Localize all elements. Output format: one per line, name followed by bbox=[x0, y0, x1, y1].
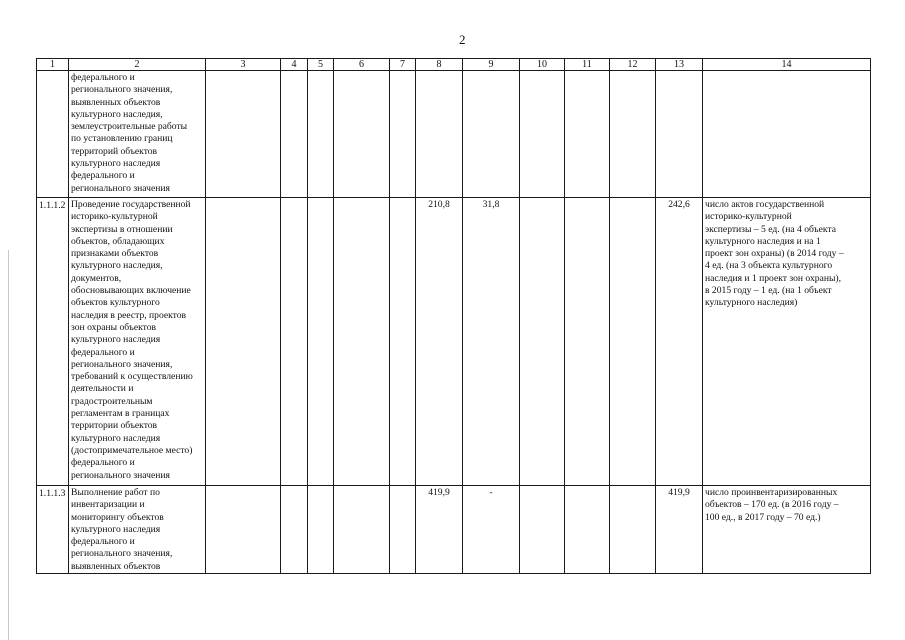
scan-margin-line bbox=[8, 250, 9, 640]
cell-col-12 bbox=[610, 198, 656, 486]
cell-col-11 bbox=[565, 486, 610, 574]
page-number: 2 bbox=[459, 32, 466, 47]
column-header-4: 4 bbox=[281, 59, 308, 71]
value-col-9 bbox=[463, 71, 519, 72]
cell-col-3 bbox=[206, 486, 281, 574]
cell-col-6 bbox=[334, 71, 390, 198]
column-header-9: 9 bbox=[463, 59, 520, 71]
cell-col-4 bbox=[281, 486, 308, 574]
table-row bbox=[37, 71, 871, 198]
row-name-cell bbox=[69, 198, 206, 486]
column-header-1: 1 bbox=[37, 59, 69, 71]
value-col-8: 210,8 bbox=[428, 199, 450, 210]
row-name: федерального и регионального значения, выявленных объектов культурного наследия, землеустроительные работы по установлению границ территорий объектов культурного наследия федерального и регионального значения bbox=[71, 72, 188, 194]
cell-col-11 bbox=[565, 198, 610, 486]
column-header-8: 8 bbox=[416, 59, 463, 71]
column-header-11: 11 bbox=[565, 59, 610, 71]
table-row bbox=[37, 198, 871, 486]
cell-col-4 bbox=[281, 198, 308, 486]
cell-col-5 bbox=[308, 198, 334, 486]
indicator-text: число проинвентаризированных объектов – 170 ед. (в 2016 году – 100 ед., в 2017 году – 70 ед.) bbox=[705, 487, 839, 523]
column-number-row bbox=[37, 59, 871, 71]
cell-col-7 bbox=[390, 71, 416, 198]
cell-col-8 bbox=[416, 71, 463, 198]
cell-col-8 bbox=[416, 486, 463, 574]
row-code: 1.1.1.3 bbox=[39, 488, 66, 499]
cell-col-9 bbox=[463, 486, 520, 574]
row-code-cell bbox=[37, 486, 69, 574]
cell-col-12 bbox=[610, 486, 656, 574]
indicator-cell bbox=[703, 71, 871, 198]
program-activities-table bbox=[36, 58, 871, 574]
cell-col-9 bbox=[463, 71, 520, 198]
cell-col-8 bbox=[416, 198, 463, 486]
value-col-13: 419,9 bbox=[668, 487, 690, 498]
cell-col-11 bbox=[565, 71, 610, 198]
column-header-6: 6 bbox=[334, 59, 390, 71]
row-code: 1.1.1.2 bbox=[39, 200, 66, 211]
cell-col-7 bbox=[390, 198, 416, 486]
row-name-cell bbox=[69, 486, 206, 574]
row-name: Выполнение работ по инвентаризации и мониторингу объектов культурного наследия федерального и регионального значения, выявленных объектов bbox=[71, 487, 173, 572]
indicator-text bbox=[703, 71, 870, 72]
row-code-cell bbox=[37, 198, 69, 486]
indicator-text: число актов государственной историко-культурной экспертизы – 5 ед. (на 4 объекта культурного наследия и на 1 проект зон охраны) (в 2014 году – 4 ед. (на 3 объекта культурного наследия и 1 проект зон охраны), в 2015 году – 1 ед. (на 1 объект культурного наследия) bbox=[705, 199, 844, 309]
cell-col-5 bbox=[308, 71, 334, 198]
cell-col-13 bbox=[656, 71, 703, 198]
column-header-3: 3 bbox=[206, 59, 281, 71]
value-col-9: - bbox=[489, 487, 493, 498]
row-name: Проведение государственной историко-культурной экспертизы в отношении объектов, обладающих признаками объектов культурного наследия, документов, обосновывающих включение объектов культурного наследия в реестр, проектов зон охраны объектов культурного наследия федерального и регионального значения, требований к осуществлению деятельности и градостроительным регламентам в границах территории объектов культурного наследия (достопримечательное место) федерального и регионального значения bbox=[71, 199, 193, 481]
column-header-5: 5 bbox=[308, 59, 334, 71]
cell-col-13 bbox=[656, 486, 703, 574]
indicator-cell bbox=[703, 486, 871, 574]
cell-col-6 bbox=[334, 198, 390, 486]
table-row bbox=[37, 486, 871, 574]
indicator-cell bbox=[703, 198, 871, 486]
value-col-8 bbox=[416, 71, 462, 72]
row-name-cell bbox=[69, 71, 206, 198]
column-header-10: 10 bbox=[520, 59, 565, 71]
cell-col-3 bbox=[206, 71, 281, 198]
row-code-cell bbox=[37, 71, 69, 198]
column-header-13: 13 bbox=[656, 59, 703, 71]
cell-col-9 bbox=[463, 198, 520, 486]
column-header-14: 14 bbox=[703, 59, 871, 71]
value-col-9: 31,8 bbox=[482, 199, 500, 210]
value-col-13 bbox=[656, 71, 702, 72]
value-col-13: 242,6 bbox=[668, 199, 690, 210]
column-header-12: 12 bbox=[610, 59, 656, 71]
cell-col-10 bbox=[520, 71, 565, 198]
cell-col-3 bbox=[206, 198, 281, 486]
cell-col-7 bbox=[390, 486, 416, 574]
cell-col-6 bbox=[334, 486, 390, 574]
column-header-7: 7 bbox=[390, 59, 416, 71]
cell-col-4 bbox=[281, 71, 308, 198]
cell-col-12 bbox=[610, 71, 656, 198]
cell-col-13 bbox=[656, 198, 703, 486]
cell-col-5 bbox=[308, 486, 334, 574]
value-col-8: 419,9 bbox=[428, 487, 450, 498]
cell-col-10 bbox=[520, 198, 565, 486]
cell-col-10 bbox=[520, 486, 565, 574]
column-header-2: 2 bbox=[69, 59, 206, 71]
row-code bbox=[37, 71, 68, 73]
